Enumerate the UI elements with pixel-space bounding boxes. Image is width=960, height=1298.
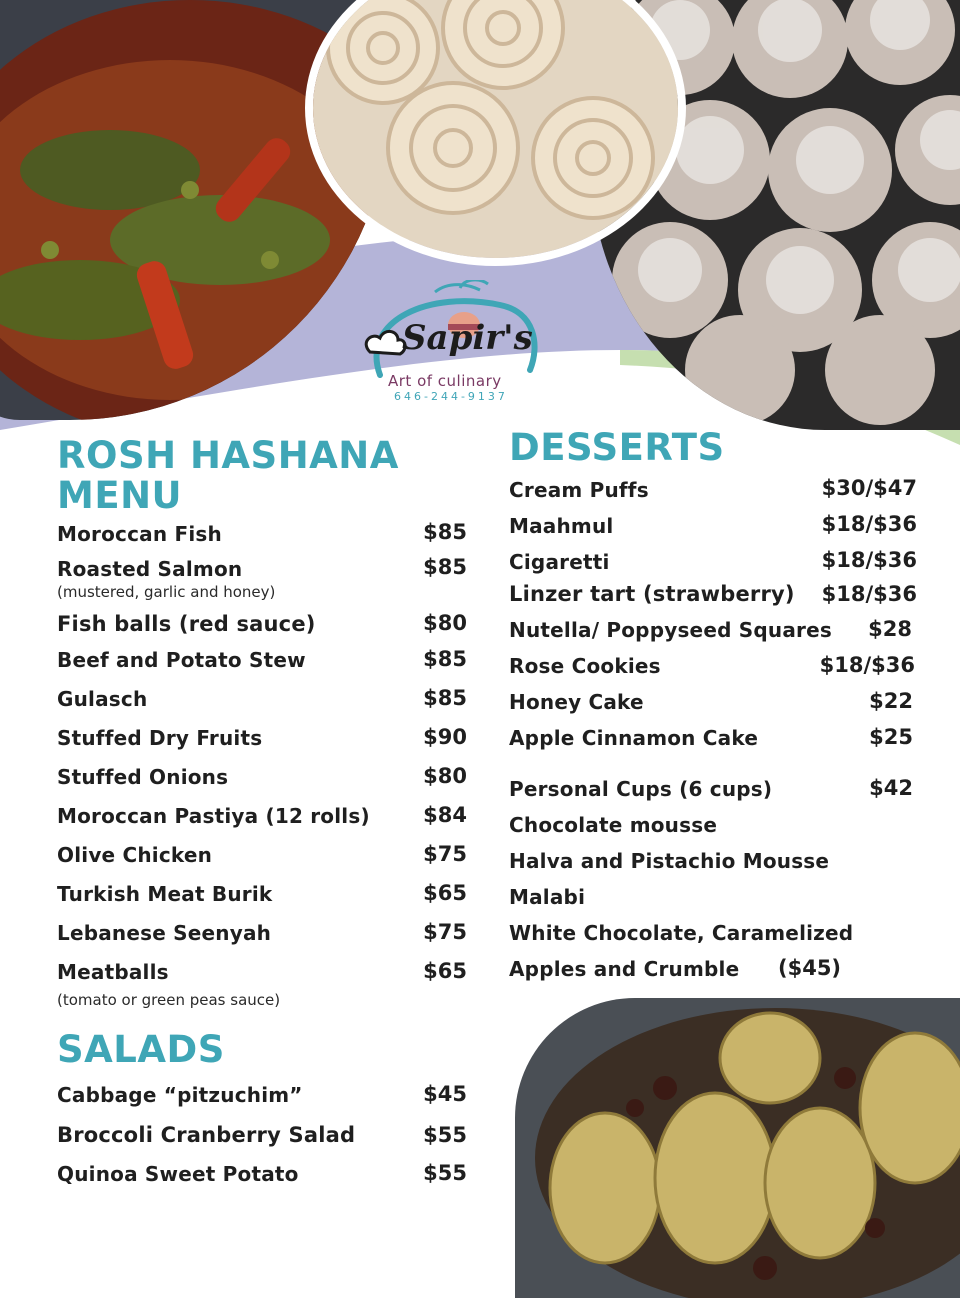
salads-title: SALADS — [57, 1028, 225, 1071]
menu-item-name: Gulasch — [57, 687, 148, 711]
dessert-item-name: Rose Cookies — [509, 654, 661, 678]
menu-item-price: $90 — [423, 725, 467, 749]
menu-item-name: Roasted Salmon — [57, 557, 243, 581]
menu-item-price: $80 — [423, 764, 467, 788]
cups-option: Halva and Pistachio Mousse — [509, 849, 830, 873]
dessert-item-name: Honey Cake — [509, 690, 644, 714]
menu-item-price: $80 — [423, 611, 467, 635]
salad-item-price: $45 — [423, 1082, 467, 1106]
menu-item-name: Lebanese Seenyah — [57, 921, 272, 945]
salad-item-price: $55 — [423, 1123, 467, 1147]
cups-options-price: ($45) — [778, 956, 842, 980]
menu-item-name: Turkish Meat Burik — [57, 882, 273, 906]
menu-item-price: $84 — [423, 803, 467, 827]
dessert-item-price: $25 — [869, 725, 913, 749]
dessert-item-price: $30/$47 — [821, 476, 917, 500]
brand-name: Sapir's — [402, 318, 533, 358]
dessert-item-name: Cigaretti — [509, 550, 610, 574]
menu-item-price: $75 — [423, 920, 467, 944]
menu-item-note: (mustered, garlic and honey) — [57, 583, 276, 601]
cups-price: $42 — [869, 776, 913, 800]
menu-item-name: Stuffed Dry Fruits — [57, 726, 263, 750]
menu-item-note: (tomato or green peas sauce) — [57, 991, 281, 1009]
menu-item-price: $65 — [423, 959, 467, 983]
dessert-item-name: Maahmul — [509, 514, 614, 538]
menu-item-price: $85 — [423, 647, 467, 671]
menu-item-name: Stuffed Onions — [57, 765, 229, 789]
cups-option: Malabi — [509, 885, 586, 909]
salad-item-name: Broccoli Cranberry Salad — [57, 1123, 356, 1147]
menu-item-name: Fish balls (red sauce) — [57, 612, 316, 636]
salad-item-name: Quinoa Sweet Potato — [57, 1162, 299, 1186]
dessert-item-name: Cream Puffs — [509, 478, 649, 502]
desserts-title: DESSERTS — [509, 426, 725, 469]
brand-phone: 646-244-9137 — [394, 390, 508, 403]
salad-item-price: $55 — [423, 1161, 467, 1185]
dessert-item-price: $28 — [868, 617, 912, 641]
dessert-item-price: $18/$36 — [821, 548, 917, 572]
stuffed-onions-photo — [515, 998, 960, 1298]
cups-option: Chocolate mousse — [509, 813, 718, 837]
dessert-item-price: $18/$36 — [821, 512, 917, 536]
dessert-item-price: $22 — [869, 689, 913, 713]
cups-title: Personal Cups (6 cups) — [509, 777, 773, 801]
menu-item-price: $75 — [423, 842, 467, 866]
dessert-item-name: Nutella/ Poppyseed Squares — [509, 618, 832, 642]
cups-option: White Chocolate, Caramelized — [509, 921, 854, 945]
menu-item-price: $65 — [423, 881, 467, 905]
salad-item-name: Cabbage “pitzuchim” — [57, 1083, 303, 1107]
menu-item-price: $85 — [423, 520, 467, 544]
dessert-item-price: $18/$36 — [821, 582, 917, 606]
menu-item-name: Moroccan Pastiya (12 rolls) — [57, 804, 370, 828]
brand-logo — [340, 280, 560, 420]
main-menu-title: ROSH HASHANA MENU — [57, 434, 399, 517]
menu-item-name: Meatballs — [57, 960, 169, 984]
menu-item-price: $85 — [423, 555, 467, 579]
menu-item-name: Olive Chicken — [57, 843, 213, 867]
menu-item-price: $85 — [423, 686, 467, 710]
cups-option: Apples and Crumble — [509, 957, 740, 981]
menu-item-name: Moroccan Fish — [57, 522, 222, 546]
menu-item-name: Beef and Potato Stew — [57, 648, 306, 672]
dessert-item-name: Apple Cinnamon Cake — [509, 726, 759, 750]
brand-tagline: Art of culinary — [388, 372, 502, 390]
dessert-item-name: Linzer tart (strawberry) — [509, 582, 795, 606]
dessert-item-price: $18/$36 — [819, 653, 915, 677]
